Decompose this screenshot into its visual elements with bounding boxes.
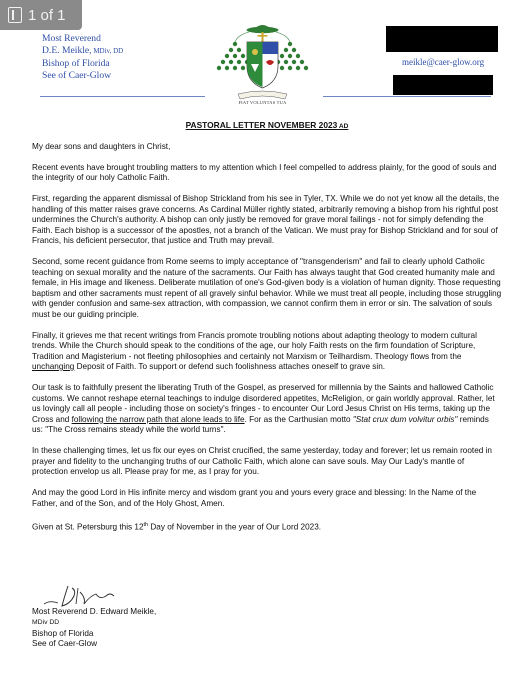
contact-email: meikle@caer-glow.org	[402, 57, 485, 67]
text-run: Deposit of Faith. To support or defend such foolishness attaches oneself to grave sin.	[74, 362, 386, 371]
text-run: Finally, it grieves me that recent writings from Francis promote troubling notions about adapting theology to modern cultural trends. While the Church should speak to the conditions of the age, our holy Faith rests on the firm foundation of Scripture, Tradition and Magisterium - not fleeting philosophies and certainly not Marxism or Teilhardism. Theology flows from the	[32, 330, 477, 361]
greeting: My dear sons and daughters in Christ,	[32, 141, 171, 151]
letter-body	[32, 120, 502, 543]
sender-name	[42, 45, 202, 57]
sender-honorific: Most Reverend	[42, 33, 101, 44]
header-rule-left	[40, 96, 205, 97]
paragraph-gospel	[32, 383, 502, 436]
letter-title	[32, 120, 502, 133]
text-run: Our task is to faithfully present the liberating Truth of the Gospel, as preserved for millennia by the Saints and hallowed Catholic customs. We cannot reshape eternal teachings to indulge disordered appetites, McReligion, or gain worldly approval. Rather, let us lovingly call all people - including those on society's fringes - to encounter Our Lord Jesus Christ on His terms, taking up the Cross and	[32, 383, 495, 424]
sender-name-text: D.E. Meikle,	[42, 45, 92, 57]
paragraph-intro: Recent events have brought troubling matters to my attention which I feel compelled to address plainly, for the good of souls and the integrity of our holy Catholic Faith.	[32, 162, 497, 182]
header-rule-right	[323, 96, 491, 97]
sender-title: Bishop of Florida	[42, 57, 110, 69]
letter-title-text: PASTORAL LETTER NOVEMBER 2023	[185, 120, 338, 130]
letter-title-ad: AD	[337, 123, 349, 130]
signatory-name-text: Most Reverend D. Edward Meikle,	[32, 607, 157, 616]
italic-motto: "Stat crux dum volvitur orbis"	[352, 414, 458, 424]
underlined-text: unchanging	[32, 362, 75, 371]
handwritten-signature	[40, 582, 160, 610]
sender-degrees: MDiv, DD	[91, 47, 124, 56]
motto-scroll-text: FIAT VOLUNTAS TUA	[238, 100, 287, 105]
redaction-block	[393, 75, 493, 95]
sidebar-toggle-icon[interactable]	[8, 7, 22, 23]
ordinal-suffix: th	[143, 521, 149, 528]
signatory-title: Bishop of Florida	[32, 628, 94, 638]
underlined-text: following the narrow path that alone leads to life	[71, 414, 245, 424]
signatory-see: See of Caer-Glow	[32, 639, 98, 649]
text-run: . For as the Carthusian motto	[244, 414, 353, 424]
page-indicator[interactable]	[0, 0, 82, 30]
signatory-degrees: MDiv DD	[32, 618, 60, 626]
paragraph-strickland: First, regarding the apparent dismissal of Bishop Strickland from his see in Tyler, TX. While we do not yet know all the details, the handling of this matter raises grave concerns. As Cardinal Müller rightly stated, arbitrarily removing a bishop from his rightful post undermines the Church's authority. A bishop can only justly be removed for grave moral failings - not for simply defending the Faith. Each bishop is a successor of the apostles, not a branch of the Vatican. We must pray for Bishop Strickland and for soul of Francis, his deficient persecutor, that justice and Truth may prevail.	[32, 194, 500, 245]
coat-of-arms	[205, 20, 320, 105]
page-count: 1 of 1	[28, 6, 66, 24]
text-run: reminds us: "The Cross remains steady while the world turns".	[32, 414, 489, 434]
letterhead-sender	[42, 33, 202, 82]
signatory-name	[32, 607, 156, 629]
paragraph-challenging-times: In these challenging times, let us fix our eyes on Christ crucified, the same yesterday, today and forever; let us remain rooted in prayer and fidelity to the unchanging truths of our Catholic Faith, which alone can save souls. May Our Lady's mantle of protection envelop us all. Please pray for me, as I pray for you.	[32, 446, 492, 476]
redaction-block	[386, 26, 498, 52]
text-run: Given at St. Petersburg this 12	[32, 522, 144, 532]
paragraph-blessing: And may the good Lord in His infinite mercy and wisdom grant you and yours every grace and blessing: In the Name of the Father, and of the Son, and of the Holy Ghost, Amen.	[32, 488, 477, 508]
paragraph-transgenderism: Second, some recent guidance from Rome seems to imply acceptance of "transgenderism" and fail to clearly uphold Catholic teaching on sexual morality and the nature of the sacraments. Our Faith has always taught that God created humanity male and female, in His image and likeness. Deliberate mutilation of one's God-given body is a violation of human dignity. Those requesting baptism and other sacraments must repent of all gravely sinful behavior. While we must treat all people, including those struggling with gender confusion and same-sex attraction, with compassion, we cannot confirm them in error or sin. The salvation of souls must be our guiding principle.	[32, 257, 502, 319]
given-line	[32, 520, 502, 533]
sender-see: See of Caer-Glow	[42, 69, 112, 81]
paragraph-theology	[32, 331, 502, 373]
text-run: Day of November in the year of Our Lord 2023.	[148, 522, 322, 532]
signature-block	[32, 607, 156, 650]
